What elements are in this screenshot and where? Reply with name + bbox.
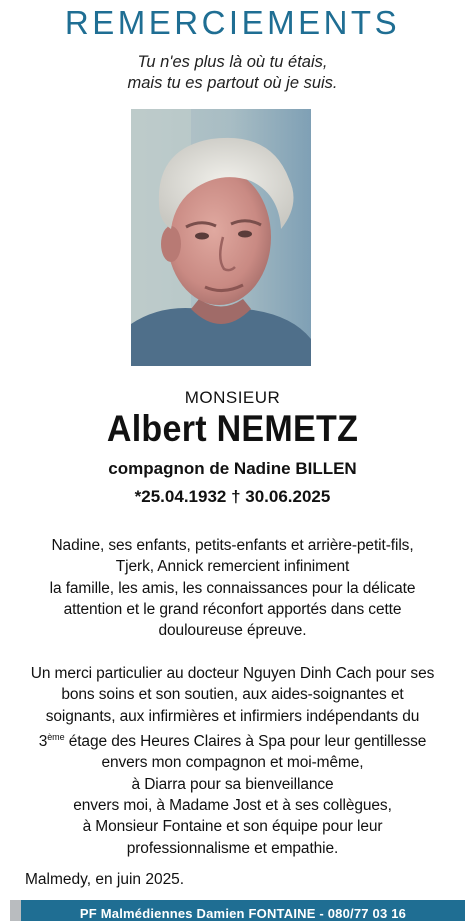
portrait-photo [131,109,311,366]
footer-accent-strip [10,900,21,921]
floor-number: 3 [38,733,48,751]
paragraph-line: attention et le grand réconfort apportés dans cette [63,600,402,618]
quote-line: mais tu es partout où je suis. [127,74,338,92]
paragraph-line: à Diarra pour sa bienveillance [131,775,334,793]
paragraph-line: à Monsieur Fontaine et son équipe pour leur [82,818,383,836]
paragraph-line: Nadine, ses enfants, petits-enfants et arrière-petit-fils, [51,537,414,554]
companion-line: compagnon de Nadine BILLEN [108,459,357,478]
paragraph-line: bons soins et son soutien, aux aides-soignantes et [61,686,404,704]
paragraph-line: douloureuse épreuve. [158,622,307,640]
paragraph-line: professionnalisme et empathie. [126,839,339,857]
notice-title: REMERCIEMENTS [64,4,401,41]
paragraph-line-floor [8,727,457,752]
life-dates: *25.04.1932 † 30.06.2025 [134,487,331,506]
paragraph-line: envers moi, à Madame Jost et à ses collègues, [73,796,392,814]
paragraph-line: Tjerk, Annick remercient infiniment [115,558,350,576]
deceased-name: Albert NEMETZ [106,408,359,449]
floor-ordinal: ème [47,731,65,742]
thanks-paragraph-family [8,535,457,641]
paragraph-line: la famille, les amis, les connaissances pour la délicate [49,579,416,597]
quote-line: Tu n'es plus là où tu étais, [137,53,328,71]
place-date: Malmedy, en juin 2025. [25,871,185,888]
portrait-illustration [131,109,311,366]
funeral-home-contact: PF Malmédiennes Damien FONTAINE - 080/77 03 16 [79,906,407,921]
civility-label: MONSIEUR [184,388,281,407]
epitaph-quote [0,52,465,94]
floor-line-text: étage des Heures Claires à Spa pour leur gentillesse [64,733,427,751]
paragraph-line: envers mon compagnon et moi-même, [101,754,364,772]
thanks-paragraph-care [8,663,457,859]
paragraph-line: soignants, aux infirmières et infirmiers indépendants du [45,707,420,725]
paragraph-line: Un merci particulier au docteur Nguyen Dinh Cach pour ses [30,665,435,682]
